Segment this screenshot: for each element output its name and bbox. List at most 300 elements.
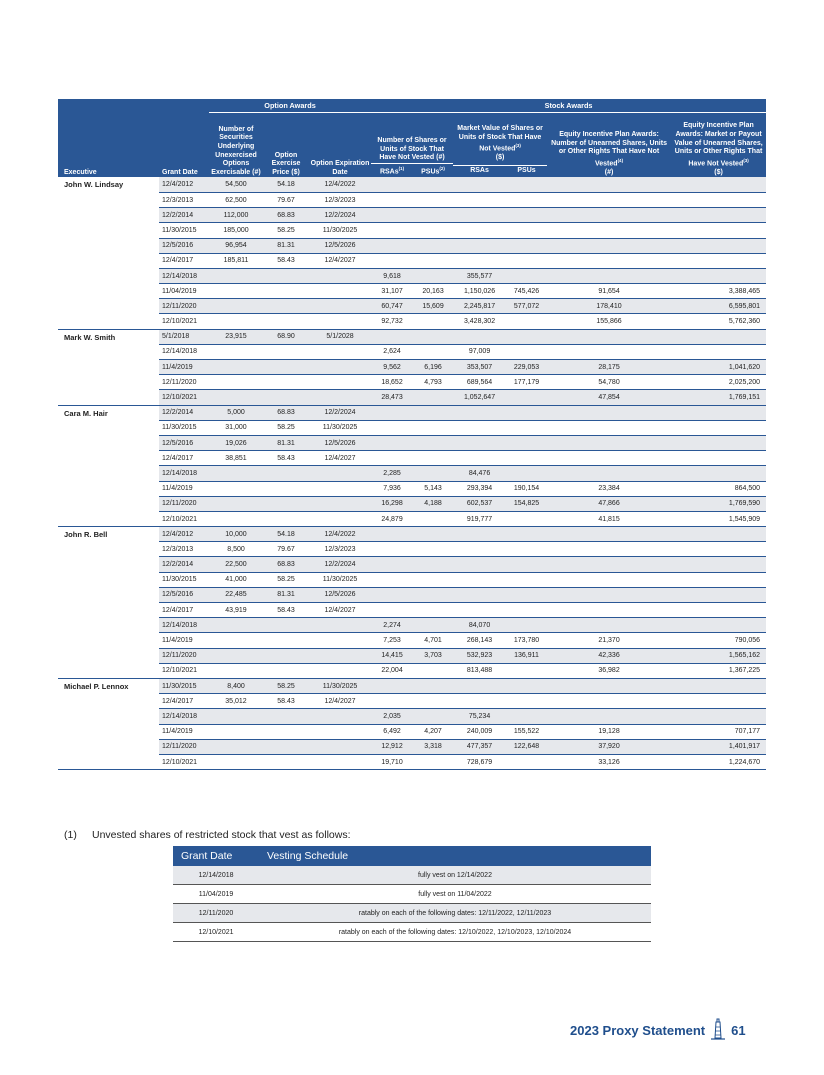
- equity-value-column-header: Equity Incentive Plan Awards: Market or Payout Value of Unearned Shares, Units or Other Rights That Have Not Vested$^{(3)}$ ($): [671, 113, 766, 178]
- grant-date-cell: 12/11/2020: [159, 299, 209, 314]
- table-cell: [506, 192, 547, 207]
- table-cell: 4,207: [413, 724, 453, 739]
- table-cell: [671, 208, 766, 223]
- table-cell: [209, 299, 263, 314]
- grant-date-cell: 12/3/2013: [159, 192, 209, 207]
- table-cell: [506, 268, 547, 283]
- table-cell: [209, 511, 263, 526]
- table-row: [58, 420, 766, 435]
- table-cell: [671, 618, 766, 633]
- table-cell: 36,982: [547, 663, 671, 678]
- grant-date-cell: 12/10/2021: [159, 390, 209, 405]
- table-row: [58, 572, 766, 587]
- table-cell: [547, 223, 671, 238]
- table-cell: 12/3/2023: [309, 192, 371, 207]
- table-cell: [506, 314, 547, 329]
- table-cell: [209, 284, 263, 299]
- table-cell: [506, 329, 547, 344]
- table-cell: [371, 557, 413, 572]
- table-cell: [671, 572, 766, 587]
- table-cell: 4,701: [413, 633, 453, 648]
- table-cell: 41,815: [547, 511, 671, 526]
- table-cell: 22,485: [209, 587, 263, 602]
- grant-date-cell: 12/14/2018: [159, 618, 209, 633]
- table-row: [58, 344, 766, 359]
- table-cell: [371, 527, 413, 542]
- table-cell: [263, 663, 309, 678]
- table-cell: [309, 754, 371, 769]
- executive-name: John R. Bell: [58, 527, 159, 679]
- table-cell: 6,196: [413, 360, 453, 375]
- table-cell: [209, 739, 263, 754]
- table-cell: [453, 192, 506, 207]
- table-cell: [671, 238, 766, 253]
- expiration-column-header: Option Expiration Date: [309, 113, 371, 178]
- table-row: [58, 314, 766, 329]
- rsas-subheader: RSAs$^{(1)}$: [371, 163, 413, 177]
- table-cell: 532,923: [453, 648, 506, 663]
- table-cell: 42,336: [547, 648, 671, 663]
- psus-subheader: PSUs$^{(2)}$: [413, 163, 453, 177]
- table-cell: [209, 633, 263, 648]
- table-cell: [547, 678, 671, 693]
- table-cell: [209, 663, 263, 678]
- grant-date-cell: 12/11/2020: [159, 496, 209, 511]
- table-cell: 12/2/2024: [309, 405, 371, 420]
- table-cell: 707,177: [671, 724, 766, 739]
- vesting-schedule-text: ratably on each of the following dates: 12/11/2022, 12/11/2023: [259, 904, 651, 923]
- grant-date-cell: 12/4/2017: [159, 694, 209, 709]
- table-cell: 33,126: [547, 754, 671, 769]
- table-cell: [263, 754, 309, 769]
- table-cell: 1,401,917: [671, 739, 766, 754]
- table-cell: 18,652: [371, 375, 413, 390]
- table-cell: [263, 375, 309, 390]
- table-cell: [263, 268, 309, 283]
- table-cell: 12/4/2027: [309, 451, 371, 466]
- table-cell: 2,274: [371, 618, 413, 633]
- table-cell: 96,954: [209, 238, 263, 253]
- table-cell: [263, 284, 309, 299]
- table-cell: [506, 754, 547, 769]
- table-cell: 24,879: [371, 511, 413, 526]
- awards-table-body: [58, 177, 766, 769]
- grant-date-cell: 11/30/2015: [159, 223, 209, 238]
- vesting-row: [173, 866, 651, 885]
- footnote-1: [64, 829, 351, 841]
- table-cell: [413, 527, 453, 542]
- vesting-schedule-text: fully vest on 11/04/2022: [259, 885, 651, 904]
- table-cell: 4,188: [413, 496, 453, 511]
- table-cell: [671, 420, 766, 435]
- table-cell: 229,053: [506, 360, 547, 375]
- table-row: [58, 435, 766, 450]
- table-cell: 8,500: [209, 542, 263, 557]
- table-cell: [371, 572, 413, 587]
- table-cell: [506, 451, 547, 466]
- table-cell: 3,703: [413, 648, 453, 663]
- table-row: [58, 527, 766, 542]
- table-cell: [506, 344, 547, 359]
- table-cell: 19,128: [547, 724, 671, 739]
- table-cell: [209, 754, 263, 769]
- table-row: [58, 678, 766, 693]
- table-cell: [506, 678, 547, 693]
- table-cell: 16,298: [371, 496, 413, 511]
- table-cell: 81.31: [263, 587, 309, 602]
- shares-not-vested-column-header: Number of Shares or Units of Stock That Have Not Vested (#): [371, 113, 453, 163]
- table-cell: 15,609: [413, 299, 453, 314]
- table-cell: 5,762,360: [671, 314, 766, 329]
- table-cell: [547, 268, 671, 283]
- table-cell: [547, 208, 671, 223]
- table-cell: 3,318: [413, 739, 453, 754]
- grant-date-cell: 12/4/2012: [159, 527, 209, 542]
- table-cell: [309, 633, 371, 648]
- table-cell: [547, 238, 671, 253]
- table-cell: [506, 253, 547, 268]
- grant-date-cell: 11/4/2019: [159, 724, 209, 739]
- table-cell: [506, 223, 547, 238]
- table-cell: 155,866: [547, 314, 671, 329]
- table-cell: [413, 223, 453, 238]
- table-cell: [506, 709, 547, 724]
- table-cell: [453, 694, 506, 709]
- vesting-grant-date: 12/10/2021: [173, 923, 259, 942]
- table-row: [58, 223, 766, 238]
- table-cell: [547, 587, 671, 602]
- table-cell: [413, 177, 453, 192]
- table-cell: 2,245,817: [453, 299, 506, 314]
- table-cell: [413, 253, 453, 268]
- table-cell: [671, 435, 766, 450]
- table-row: [58, 192, 766, 207]
- grant-date-cell: 12/14/2018: [159, 344, 209, 359]
- table-cell: [413, 329, 453, 344]
- table-cell: [671, 678, 766, 693]
- table-cell: [413, 314, 453, 329]
- executive-name: Cara M. Hair: [58, 405, 159, 527]
- grant-date-cell: 12/4/2017: [159, 451, 209, 466]
- table-cell: [453, 208, 506, 223]
- table-cell: 268,143: [453, 633, 506, 648]
- table-cell: 79.67: [263, 192, 309, 207]
- table-cell: 22,004: [371, 663, 413, 678]
- table-cell: [506, 405, 547, 420]
- table-cell: 3,388,465: [671, 284, 766, 299]
- table-cell: [453, 572, 506, 587]
- table-cell: 5,000: [209, 405, 263, 420]
- table-cell: 813,488: [453, 663, 506, 678]
- table-cell: 112,000: [209, 208, 263, 223]
- footnote-number: (1): [64, 829, 77, 841]
- table-cell: 58.25: [263, 420, 309, 435]
- table-cell: [671, 557, 766, 572]
- table-cell: 11/30/2025: [309, 678, 371, 693]
- table-cell: [309, 390, 371, 405]
- table-cell: [309, 648, 371, 663]
- table-cell: [413, 557, 453, 572]
- table-cell: 84,070: [453, 618, 506, 633]
- table-cell: 173,780: [506, 633, 547, 648]
- table-row: [58, 709, 766, 724]
- table-cell: [547, 527, 671, 542]
- table-cell: 5/1/2028: [309, 329, 371, 344]
- table-cell: [547, 572, 671, 587]
- table-cell: [309, 496, 371, 511]
- table-cell: 9,562: [371, 360, 413, 375]
- table-cell: 12/2/2024: [309, 208, 371, 223]
- table-cell: [309, 618, 371, 633]
- table-cell: 12/4/2027: [309, 253, 371, 268]
- table-cell: 602,537: [453, 496, 506, 511]
- table-cell: 3,428,302: [453, 314, 506, 329]
- table-cell: [413, 603, 453, 618]
- table-cell: 4,793: [413, 375, 453, 390]
- table-cell: [263, 344, 309, 359]
- table-cell: [413, 420, 453, 435]
- table-cell: 1,052,647: [453, 390, 506, 405]
- table-cell: [547, 435, 671, 450]
- grant-date-cell: 11/04/2019: [159, 284, 209, 299]
- footer-title: 2023 Proxy Statement: [570, 1023, 706, 1038]
- table-cell: [671, 177, 766, 192]
- table-cell: [371, 405, 413, 420]
- table-cell: [263, 724, 309, 739]
- table-cell: 6,492: [371, 724, 413, 739]
- table-cell: [506, 663, 547, 678]
- table-cell: 154,825: [506, 496, 547, 511]
- table-cell: 31,107: [371, 284, 413, 299]
- grant-date-cell: 11/30/2015: [159, 420, 209, 435]
- grant-date-cell: 12/10/2021: [159, 511, 209, 526]
- table-cell: 54.18: [263, 527, 309, 542]
- table-cell: [309, 314, 371, 329]
- table-cell: [263, 496, 309, 511]
- table-cell: [413, 344, 453, 359]
- table-cell: [547, 177, 671, 192]
- table-cell: 84,476: [453, 466, 506, 481]
- table-cell: 11/30/2025: [309, 572, 371, 587]
- table-cell: [371, 208, 413, 223]
- vesting-grant-date: 12/14/2018: [173, 866, 259, 885]
- table-cell: 1,224,670: [671, 754, 766, 769]
- table-cell: 9,618: [371, 268, 413, 283]
- table-cell: 1,565,162: [671, 648, 766, 663]
- table-cell: 728,679: [453, 754, 506, 769]
- table-cell: 43,919: [209, 603, 263, 618]
- table-cell: [371, 223, 413, 238]
- table-cell: 11/30/2025: [309, 420, 371, 435]
- table-cell: [671, 542, 766, 557]
- table-cell: [263, 481, 309, 496]
- table-cell: [413, 678, 453, 693]
- table-cell: [413, 587, 453, 602]
- table-row: [58, 496, 766, 511]
- table-cell: [671, 709, 766, 724]
- table-cell: 1,769,151: [671, 390, 766, 405]
- table-row: [58, 739, 766, 754]
- table-cell: [309, 375, 371, 390]
- table-row: [58, 648, 766, 663]
- table-cell: 1,150,026: [453, 284, 506, 299]
- vesting-schedule-header: Vesting Schedule: [259, 846, 651, 866]
- table-cell: 31,000: [209, 420, 263, 435]
- grant-date-cell: 12/4/2017: [159, 253, 209, 268]
- table-cell: [209, 648, 263, 663]
- table-cell: [671, 527, 766, 542]
- grant-date-cell: 12/11/2020: [159, 375, 209, 390]
- table-cell: 864,500: [671, 481, 766, 496]
- table-cell: 81.31: [263, 238, 309, 253]
- table-cell: [371, 420, 413, 435]
- table-cell: 136,911: [506, 648, 547, 663]
- table-cell: 81.31: [263, 435, 309, 450]
- table-cell: 92,732: [371, 314, 413, 329]
- table-cell: 12,912: [371, 739, 413, 754]
- grant-date-cell: 12/2/2014: [159, 208, 209, 223]
- table-cell: 577,072: [506, 299, 547, 314]
- grant-date-cell: 12/14/2018: [159, 268, 209, 283]
- table-cell: 47,866: [547, 496, 671, 511]
- grant-date-cell: 12/11/2020: [159, 648, 209, 663]
- table-cell: [453, 678, 506, 693]
- vesting-schedule-text: ratably on each of the following dates: 12/10/2022, 12/10/2023, 12/10/2024: [259, 923, 651, 942]
- table-cell: 79.67: [263, 542, 309, 557]
- table-cell: [309, 466, 371, 481]
- table-cell: [671, 466, 766, 481]
- table-cell: 14,415: [371, 648, 413, 663]
- table-cell: [413, 208, 453, 223]
- footnote-text: Unvested shares of restricted stock that vest as follows:: [92, 829, 351, 841]
- table-row: [58, 451, 766, 466]
- table-cell: [209, 618, 263, 633]
- table-cell: [413, 542, 453, 557]
- table-cell: 58.25: [263, 223, 309, 238]
- table-cell: [371, 238, 413, 253]
- table-cell: 7,936: [371, 481, 413, 496]
- table-cell: 1,769,590: [671, 496, 766, 511]
- executive-column-header: Executive: [58, 113, 159, 178]
- table-row: [58, 511, 766, 526]
- table-row: [58, 557, 766, 572]
- table-cell: [671, 268, 766, 283]
- table-cell: 54,780: [547, 375, 671, 390]
- exercise-price-column-header: Option Exercise Price ($): [263, 113, 309, 178]
- table-cell: 60,747: [371, 299, 413, 314]
- grant-date-cell: 11/4/2019: [159, 360, 209, 375]
- executive-name: Mark W. Smith: [58, 329, 159, 405]
- table-cell: [506, 511, 547, 526]
- table-cell: [263, 618, 309, 633]
- table-cell: [413, 405, 453, 420]
- table-cell: [453, 587, 506, 602]
- vesting-row: [173, 923, 651, 942]
- table-cell: [263, 633, 309, 648]
- executive-name: John W. Lindsay: [58, 177, 159, 329]
- table-cell: [263, 360, 309, 375]
- table-cell: [413, 754, 453, 769]
- table-row: [58, 542, 766, 557]
- table-cell: [209, 390, 263, 405]
- table-cell: 12/2/2024: [309, 557, 371, 572]
- table-cell: 47,854: [547, 390, 671, 405]
- table-cell: [413, 466, 453, 481]
- table-cell: [506, 527, 547, 542]
- table-cell: [371, 451, 413, 466]
- table-cell: 2,285: [371, 466, 413, 481]
- table-cell: [453, 603, 506, 618]
- vesting-row: [173, 885, 651, 904]
- table-cell: 122,648: [506, 739, 547, 754]
- table-cell: [263, 709, 309, 724]
- table-cell: [309, 709, 371, 724]
- table-cell: 790,056: [671, 633, 766, 648]
- table-cell: [453, 177, 506, 192]
- table-cell: [413, 192, 453, 207]
- table-cell: [309, 724, 371, 739]
- table-cell: [547, 709, 671, 724]
- table-cell: [209, 375, 263, 390]
- table-cell: 1,545,909: [671, 511, 766, 526]
- grant-date-cell: 12/5/2016: [159, 435, 209, 450]
- grant-date-cell: 12/2/2014: [159, 405, 209, 420]
- table-cell: 240,009: [453, 724, 506, 739]
- table-row: [58, 587, 766, 602]
- table-cell: [309, 284, 371, 299]
- table-cell: 62,500: [209, 192, 263, 207]
- grant-date-cell: 11/4/2019: [159, 481, 209, 496]
- table-cell: [371, 694, 413, 709]
- table-cell: [209, 481, 263, 496]
- grant-date-cell: 12/10/2021: [159, 314, 209, 329]
- table-cell: [309, 344, 371, 359]
- table-cell: 190,154: [506, 481, 547, 496]
- table-cell: 20,163: [413, 284, 453, 299]
- table-row: [58, 603, 766, 618]
- table-cell: 22,500: [209, 557, 263, 572]
- table-cell: [506, 435, 547, 450]
- table-cell: [547, 603, 671, 618]
- table-cell: [453, 253, 506, 268]
- table-cell: 68.83: [263, 405, 309, 420]
- table-cell: [209, 496, 263, 511]
- vesting-grant-date-header: Grant Date: [173, 846, 259, 866]
- table-cell: [506, 557, 547, 572]
- table-cell: [671, 329, 766, 344]
- grant-date-cell: 12/5/2016: [159, 238, 209, 253]
- table-cell: [506, 466, 547, 481]
- vesting-grant-date: 11/04/2019: [173, 885, 259, 904]
- table-cell: 12/4/2022: [309, 177, 371, 192]
- table-cell: 2,025,200: [671, 375, 766, 390]
- table-cell: [506, 177, 547, 192]
- table-row: [58, 329, 766, 344]
- executive-name: Michael P. Lennox: [58, 678, 159, 769]
- option-awards-header: Option Awards: [209, 99, 371, 113]
- table-cell: 58.43: [263, 603, 309, 618]
- table-cell: 355,577: [453, 268, 506, 283]
- table-cell: 12/5/2026: [309, 238, 371, 253]
- table-cell: 58.43: [263, 451, 309, 466]
- table-cell: [263, 466, 309, 481]
- table-cell: 5,143: [413, 481, 453, 496]
- vesting-row: [173, 904, 651, 923]
- table-cell: [263, 511, 309, 526]
- table-row: [58, 253, 766, 268]
- table-cell: [309, 739, 371, 754]
- table-cell: [309, 268, 371, 283]
